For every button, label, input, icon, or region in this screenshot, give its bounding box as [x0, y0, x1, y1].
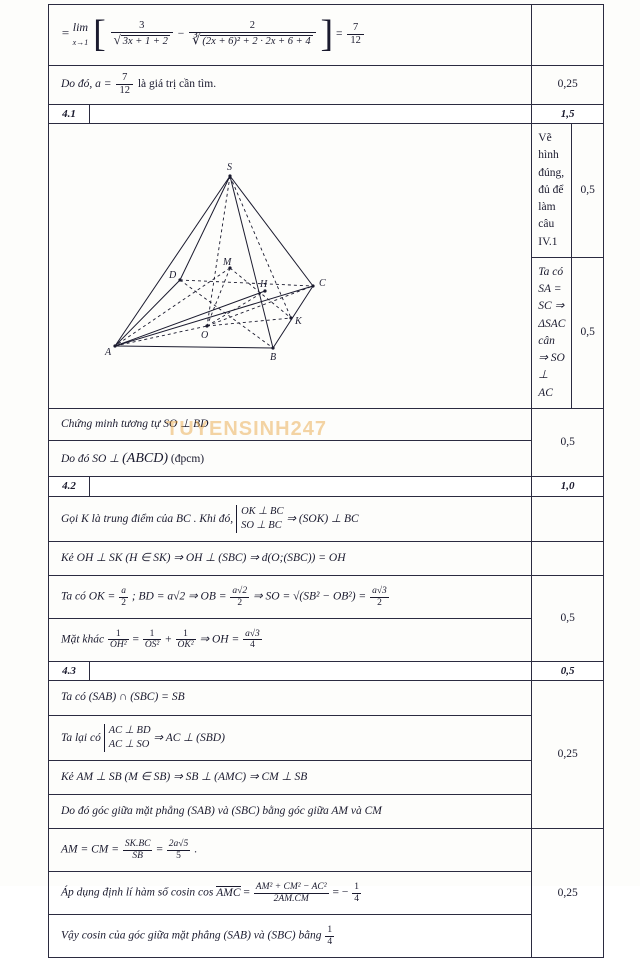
section-41-cell	[49, 104, 532, 124]
table-row	[49, 872, 604, 915]
table-row	[49, 915, 604, 958]
pyramid-figure	[55, 158, 525, 373]
ke-am-text: Kẻ AM ⊥ SB (M ∈ SB) ⇒ SB ⊥ (AMC) ⇒ CM ⊥ SB	[61, 770, 308, 783]
ta-lai-co-sys1: AC ⊥ BD	[108, 724, 151, 736]
ke-oh-text: Kẻ OH ⊥ SK (H ∈ SK) ⇒ OH ⊥ (SBC) ⇒ d(O;(SBC)) = OH	[61, 551, 346, 564]
table-row	[49, 496, 604, 541]
limit-expression-cell: = lim $_{x\to 1}$ [ $\frac{3}{√ 3x + 1 + 2}$ − $\frac{2}{\text{∛ (2x + 6)² + 2 · 2x + 6 + 4}}$ ] = $\frac{7}{12}$	[49, 5, 532, 66]
answer-key-table	[48, 4, 604, 958]
prove-similar-line1: Chứng minh tương tự SO ⊥ BD	[61, 417, 209, 430]
equals-sign: =	[336, 27, 343, 40]
midpoint-k-result: ⇒ (SOK) ⊥ BC	[286, 512, 359, 525]
score-cell	[532, 496, 604, 541]
section-41-label: 4.1	[49, 105, 90, 124]
am-cm-prefix: AM = CM =	[61, 844, 119, 857]
score-cell: 0,25	[532, 66, 604, 104]
sab-sbc-cell	[49, 681, 532, 715]
table-row	[49, 541, 604, 575]
figure-note-cell: Vẽ hình đúng, đủ để làm câu IV.1	[532, 124, 572, 257]
score-cell: 0,25	[532, 829, 604, 958]
ke-oh-cell	[49, 541, 532, 575]
table-row	[49, 66, 604, 104]
cosin-result-fraction: $\frac{1}{4}$	[354, 882, 359, 904]
ta-lai-co-system	[104, 724, 151, 752]
ta-co-ok-mid: ; BD = a√2 ⇒ OB =	[131, 590, 227, 603]
score-cell: 0,5	[572, 124, 603, 257]
mat-khac-imply: ⇒ OH =	[199, 633, 240, 646]
prove-similar-conclusion-cell	[49, 441, 532, 477]
figure-cell	[49, 124, 532, 409]
figure-label-A: A	[105, 347, 112, 359]
sa-sc-cell	[532, 257, 572, 408]
ket-luan-cell	[49, 915, 532, 958]
figure-label-K: K	[295, 316, 302, 328]
oh2-fraction: $\frac{1}{\text{OH²}}$	[109, 628, 127, 651]
cosin-eq: =	[243, 886, 250, 899]
conclusion-a-cell	[49, 66, 532, 104]
ok2-fraction: $\frac{1}{\text{OK²}}$	[177, 628, 194, 651]
sa-sc-line2: ⇒ SO ⊥ AC	[538, 352, 565, 399]
prove-similar-prefix: Do đó SO ⊥	[61, 453, 120, 466]
limit-result-fraction: $\frac{7}{12}$	[347, 22, 364, 47]
conclusion-a-fraction: $\frac{7}{12}$	[116, 72, 133, 97]
figure-label-O: O	[201, 330, 209, 342]
table-row	[49, 5, 604, 66]
am-cm-period: .	[194, 844, 197, 857]
table-row	[49, 441, 604, 477]
os2-fraction: $\frac{1}{\text{OS²}}$	[144, 628, 160, 651]
score-cell: 0,5	[532, 408, 604, 476]
figure-label-D: D	[169, 270, 177, 282]
goc-giua-text: Do đó góc giữa mặt phẳng (SAB) và (SBC) bằng góc giữa AM và CM	[61, 805, 382, 818]
table-row	[49, 795, 604, 829]
ta-lai-co-cell	[49, 715, 532, 760]
section-42-cell	[49, 477, 532, 497]
section-42-score: 1,0	[532, 477, 604, 497]
midpoint-k-cell	[49, 496, 532, 541]
table-row	[49, 681, 604, 715]
ta-co-ok-prefix: Ta có OK =	[61, 590, 116, 603]
cosin-prefix: Áp dụng định lí hàm số cosin cos	[61, 886, 214, 899]
table-row	[49, 715, 604, 760]
figure-label-B: B	[270, 352, 277, 364]
table-row	[49, 760, 604, 794]
ta-lai-co-result: ⇒ AC ⊥ (SBD)	[153, 731, 225, 744]
midpoint-k-sys2: SO ⊥ BC	[241, 519, 282, 531]
table-row	[49, 124, 604, 409]
watermark-text: TUYENSINH247	[166, 418, 327, 440]
score-cell: 0,25	[532, 681, 604, 829]
ta-lai-co-prefix: Ta lại có	[61, 731, 101, 744]
pyramid-sabcd-diagram	[55, 158, 355, 373]
table-row	[49, 829, 604, 872]
cosin-eq2: = −	[332, 886, 349, 899]
ket-luan-fraction: $\frac{1}{4}$	[327, 925, 333, 947]
mat-khac-eq: =	[132, 633, 139, 646]
cosin-angle: AMC	[216, 886, 241, 899]
am-cm-eq: =	[156, 844, 163, 857]
sa-sc-line1: Ta có SA = SC ⇒ ΔSAC cân	[538, 265, 566, 347]
section-43-cell	[49, 661, 532, 681]
mat-khac-cell	[49, 618, 532, 661]
section-43-label: 4.3	[49, 662, 90, 681]
table-row	[49, 618, 604, 661]
figure-notes-column	[532, 124, 604, 409]
prove-similar-plane: (ABCD)	[122, 451, 169, 467]
am-value-fraction: $\frac{2a√5}{5}$	[168, 839, 189, 861]
mat-khac-plus: +	[165, 633, 172, 646]
midpoint-k-sys1: OK ⊥ BC	[241, 505, 284, 517]
minus-sign: −	[177, 27, 185, 40]
figure-label-C: C	[319, 278, 326, 290]
table-row	[49, 408, 604, 440]
table-row	[49, 576, 604, 619]
limit-second-fraction: $\frac{2}{\text{∛ (2x + 6)² + 2 · 2x + 6 + 4}}$	[189, 20, 315, 48]
oh-result-fraction: $\frac{a√3}{4}$	[245, 628, 260, 651]
figure-label-M: M	[223, 257, 232, 269]
score-cell	[532, 5, 604, 66]
section-43-score: 0,5	[532, 661, 604, 681]
limit-operator: lim $_{x\to 1}$	[72, 19, 89, 48]
section-41-score: 1,5	[532, 104, 604, 124]
section-42-label: 4.2	[49, 477, 90, 496]
sab-sbc-text: Ta có (SAB) ∩ (SBC) = SB	[61, 691, 185, 704]
mat-khac-prefix: Mặt khác	[61, 633, 105, 646]
limit-first-fraction: $\frac{3}{√ 3x + 1 + 2}$	[111, 20, 173, 48]
section-header-row	[49, 104, 604, 124]
figure-label-H: H	[260, 279, 268, 291]
skbc-fraction: $\frac{SK.BC}{SB}$	[124, 839, 151, 861]
score-cell: 0,5	[532, 576, 604, 662]
section-header-row	[49, 661, 604, 681]
conclusion-a-suffix: là giá trị cần tìm.	[137, 78, 217, 91]
conclusion-a-prefix: Do đó, a =	[61, 78, 112, 91]
figure-label-S: S	[227, 162, 232, 174]
cosin-fraction: $\frac{\text{AM² + CM² − AC²}}{2AM.CM}$	[255, 882, 327, 904]
am-cm-cell	[49, 829, 532, 872]
section-header-row	[49, 477, 604, 497]
ta-co-ok-so: ⇒ SO = √(SB² − OB²) =	[253, 590, 367, 603]
midpoint-k-system	[236, 505, 283, 533]
cosin-cell	[49, 872, 532, 915]
ket-luan-text: Vậy cosin của góc giữa mặt phẳng (SAB) và (SBC) bằng	[61, 929, 322, 942]
prove-similar-cell	[49, 408, 532, 440]
midpoint-k-text: Gọi K là trung điểm của BC . Khi đó,	[61, 512, 234, 525]
prove-similar-suffix: (đpcm)	[170, 453, 205, 466]
score-cell: 0,5	[580, 326, 595, 339]
ob-fraction: $\frac{a√2}{2}$	[232, 586, 248, 608]
ke-am-cell	[49, 760, 532, 794]
ok-fraction: $\frac{a}{2}$	[121, 586, 126, 608]
ta-co-ok-cell	[49, 576, 532, 619]
so-fraction: $\frac{a√3}{2}$	[372, 586, 387, 608]
score-cell	[532, 541, 604, 575]
goc-giua-cell	[49, 795, 532, 829]
ta-lai-co-sys2: AC ⊥ SO	[108, 738, 150, 750]
